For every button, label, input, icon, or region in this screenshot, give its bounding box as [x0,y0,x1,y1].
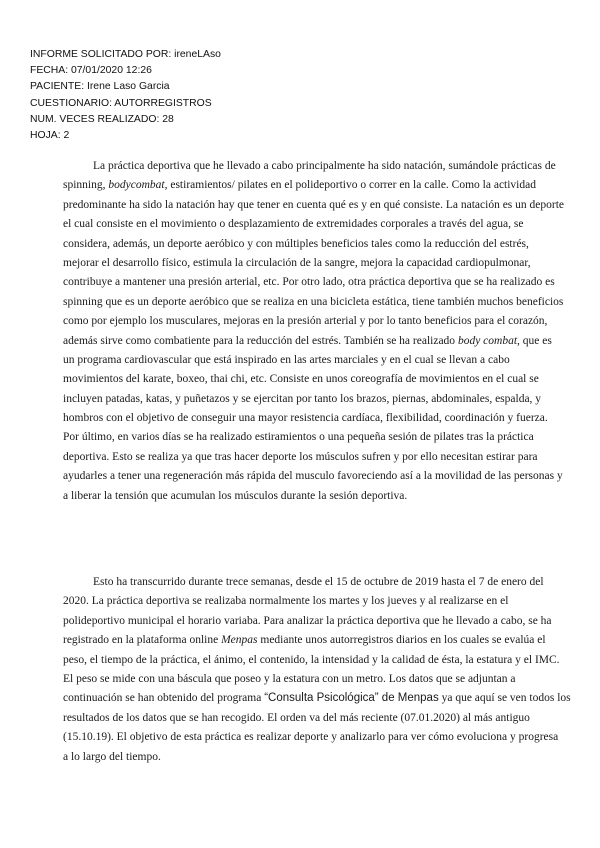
text-line: 2020. La práctica deportiva se realizaba normalmente los martes y los jueves y al realizarse en el [63,595,509,608]
paragraph-methodology [63,573,572,767]
text-line: (15.10.19). El objetivo de esta práctica es realizar deporte y analizarlo para ver cómo evoluciona y progresa [63,731,559,744]
header-questionnaire: CUESTIONARIO: AUTORREGISTROS [30,97,212,109]
text-line: El peso se mide con una báscula que poseo y la estatura con un metro. Los datos que se adjuntan a [63,672,516,685]
text-line: movimientos del karate, boxeo, thai chi, etc. Consiste en unos coreografía de movimientos en el cual se [63,373,539,386]
text-line: continuación se han obtenido del programa “Consulta Psicológica” de Menpas ya que aquí se ven todos los [63,692,571,705]
text-line: ayudarles a tener una regeneración más rápida del musculo favoreciendo así a la movilidad de las personas y [63,470,563,483]
paragraph-sports-practice [63,157,572,506]
text-line: como por ejemplo los musculares, mejoras en la presión arterial y por lo tanto beneficios para el corazón, [63,315,548,328]
text-line: Por último, en varios días se ha realizado estiramientos o una pequeña sesión de pilates tras la práctica [63,431,534,444]
header-times-done: NUM. VECES REALIZADO: 28 [30,113,174,125]
text-line: spinning, bodycombat, estiramientos/ pilates en el polideportivo o correr en la calle. Como la actividad [63,179,536,192]
text-line: spinning que es un deporte aeróbico que se realiza en una bicicleta estática, tiene también muchos beneficios [63,295,564,308]
text-line: mejorar el desarrollo físico, estimula la circulación de la sangre, mejora la capacidad cardiopulmonar, [63,256,531,269]
text-line: resultados de los datos que se han recogido. El orden va del más reciente (07.01.2020) al más antiguo [63,711,530,724]
text-line: considera, además, un deporte aeróbico y con múltiples beneficios tales como la reducción del estrés, [63,237,529,250]
text-line: polideportivo municipal el horario variaba. Para analizar la práctica deportiva que he llevado a cabo, se ha [63,614,552,627]
text-line: predominante ha sido la natación hay que tener en cuenta qué es y en qué consiste. La natación es un deporte [63,198,565,211]
text-line: La práctica deportiva que he llevado a cabo principalmente ha sido natación, sumándole prácticas de [93,160,556,172]
header-page: HOJA: 2 [30,130,70,142]
text-line: deportiva. Esto se realiza ya que tras hacer deporte los músculos sufren y por ello necesitan estirar para [63,450,538,463]
text-line: incluyen patadas, katas, y puñetazos y se ejercitan por tanto los brazos, piernas, abdominales, espalda, y [63,392,542,405]
text-line: a lo largo del tiempo. [63,750,161,763]
header-patient: PACIENTE: Irene Laso Garcia [30,81,170,93]
text-line: el cual consiste en el movimiento o desplazamiento de extremidades corporales a través del agua, se [63,218,524,231]
text-line: contribuye a mantener una presión arterial, etc. Por otro lado, otra práctica deportiva que se ha realizado es [63,276,555,289]
text-line: hombros con el objetivo de conseguir una mayor resistencia cardíaca, flexibilidad, coordinación y fuerza. [63,412,548,425]
text-line: un programa cardiovascular que está inspirado en las artes marciales y en el cual se llevan a cabo [63,353,510,366]
report-header [30,47,221,144]
text-line: a liberar la tensión que acumulan los músculos durante la sesión deportiva. [63,489,408,502]
text-line: además sirve como combatiente para la reducción del estrés. También se ha realizado body combat, que es [63,334,552,347]
text-line: registrado en la plataforma online Menpas mediante unos autorregistros diarios en los cuales se evalúa el [63,634,546,647]
header-date: FECHA: 07/01/2020 12:26 [30,65,152,77]
text-line: peso, el tiempo de la práctica, el ánimo, el contenido, la intensidad y la calidad de ésta, la estatura y el IMC. [63,653,560,666]
header-requested-by: INFORME SOLICITADO POR: ireneLAso [30,49,221,60]
text-line: Esto ha transcurrido durante trece semanas, desde el 15 de octubre de 2019 hasta el 7 de enero del [93,576,544,588]
